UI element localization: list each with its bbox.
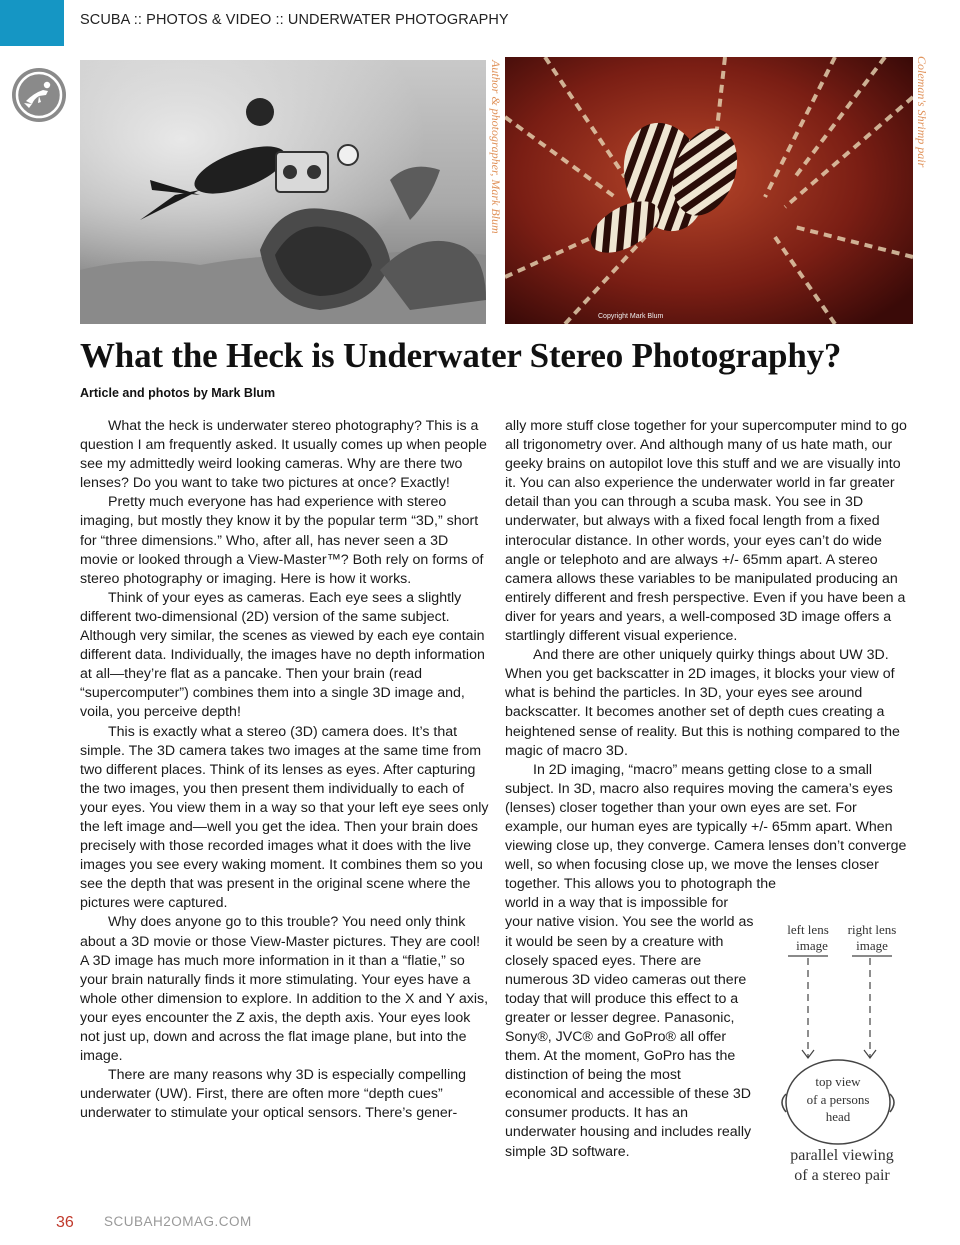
diagram-right-label-1: right lens	[847, 922, 897, 937]
diagram-caption-1: parallel viewing	[790, 1147, 894, 1164]
paragraph: Why does anyone go to this trouble? You need only think about a 3D movie or those View-Master pictures. They are cool! A 3D image has much more information in it than a “flatie,” so your brain naturally finds it more stimulating. Your eyes have a whole other dimension to explore. In addition to the X and Y axis, your eyes encounter the Z axis, the depth axis. Your eyes look not just up, down and across the flat image plane, but into the image.	[80, 914, 489, 1065]
diagram-left-label-1: left lens	[787, 922, 829, 937]
paragraph: Think of your eyes as cameras. Each eye sees a slightly different two-dimensional (2D) version of the same subject. Although very similar, the scenes as viewed by each eye contain different data. Individually, the images have no depth information at all—they’re flat as a pancake. Then your brain (read “supercomputer”) combines them into a single 3D image and, voila, you perceive depth!	[80, 589, 485, 721]
site-url: SCUBAH2OMAG.COM	[104, 1214, 252, 1229]
paragraph: There are many reasons why 3D is especially compelling underwater (UW). First, there are often more “depth cues” underwater to stimulate your optical sensors. There’s gener-	[80, 1067, 466, 1122]
section-breadcrumb: SCUBA :: PHOTOS & VIDEO :: UNDERWATER PHOTOGRAPHY	[80, 12, 509, 28]
paragraph: In 2D imaging, “macro” means getting close to a small subject. In 3D, macro also requires moving the camera’s eyes (lenses) closer together than your own eyes are set. For example, our human eyes are typically +/- 65mm apart. When viewing close up, they converge. Camera lenses don’t converge well, so when focusing close up, we move the lenses closer together. This allows you to photograph the	[505, 761, 907, 893]
diver-photo	[80, 60, 486, 324]
paragraph: Pretty much everyone has had experience with stereo imaging, but mostly they know it by the popular term “3D,” short for “three dimensions.” Who, after all, has never seen a 3D movie or looked through a View-Master™? Both rely on forms of stereo photography or imaging. Here is how it works.	[80, 494, 484, 587]
page-number: 36	[56, 1214, 74, 1231]
photo-caption-shrimp: Coleman's Shrimp pair	[915, 56, 929, 168]
diagram-right-label-2: image	[856, 938, 888, 953]
diagram-head-label-2: of a persons	[806, 1092, 870, 1107]
photo-copyright: Copyright Mark Blum	[598, 313, 664, 320]
article-title: What the Heck is Underwater Stereo Photography?	[80, 336, 842, 375]
diagram-head-label-1: top view	[815, 1074, 861, 1089]
paragraph: What the heck is underwater stereo photography? This is a question I am frequently asked. It usually comes up when people see my admittedly weird looking cameras. Why are there two lenses? Do you want to take two pictures at once? Exactly!	[80, 418, 487, 492]
article-column-left	[80, 417, 490, 1123]
diagram-caption-2: of a stereo pair	[794, 1167, 890, 1184]
diagram-head-label-3: head	[825, 1109, 851, 1124]
scuba-diver-icon	[12, 68, 66, 122]
paragraph: ally more stuff close together for your supercomputer mind to go all trigonometry over. And although many of us hate math, our geeky brains on autopilot love this stuff and we are visually into it. You can also experience the underwater world in far greater detail than you can through a scuba mask. You see in 3D underwater, but always with a fixed focal length from a fixed interocular distance. In other words, your eyes can’t do wide angle or telephoto and are always +/- 65mm apart. A stereo camera allows these variables to be manipulated producing an entirely different and fresh perspective. Even if you have been a diver for years and years, a well-composed 3D image offers a startlingly different visual experience.	[505, 418, 907, 645]
diagram-left-label-2: image	[796, 938, 828, 953]
paragraph: world in a way that is impossible for your native vision. You see the world as it would be seen by a creature with closely spaced eyes. There are numerous 3D video cameras out there today that will produce this effect to a greater or lesser degree. Panasonic, Sony®, JVC® and GoPro® all offer them. At the moment, GoPro has the distinction of being the most economical and accessible of these 3D consumer products. It has an underwater housing and includes really simple 3D software.	[505, 895, 754, 1160]
parallel-viewing-diagram	[766, 918, 916, 1190]
paragraph: And there are other uniquely quirky things about UW 3D. When you get backscatter in 2D images, it blocks your view of what is behind the particles. In 3D, your eyes see around backscatter. It becomes another set of depth cues creating a heightened sense of reality. But this is nothing compared to the magic of macro 3D.	[505, 647, 900, 759]
section-tab-block	[0, 0, 64, 46]
article-byline: Article and photos by Mark Blum	[80, 386, 276, 400]
photo-caption-author: Author & photographer, Mark Blum	[489, 60, 503, 234]
paragraph: This is exactly what a stereo (3D) camera does. It’s that simple. The 3D camera takes two images at the same time from two different places. Think of its lenses as eyes. After capturing the two images, you then present them individually to each of your eyes. You view them in a way so that your left eye sees only the left image and—well you get the idea. Then your brain does precisely with those recorded images what it does with the live images you see every waking moment. It combines them so you see the depth that was present in the original scene where the pictures were captured.	[80, 723, 489, 912]
shrimp-photo	[505, 57, 913, 324]
